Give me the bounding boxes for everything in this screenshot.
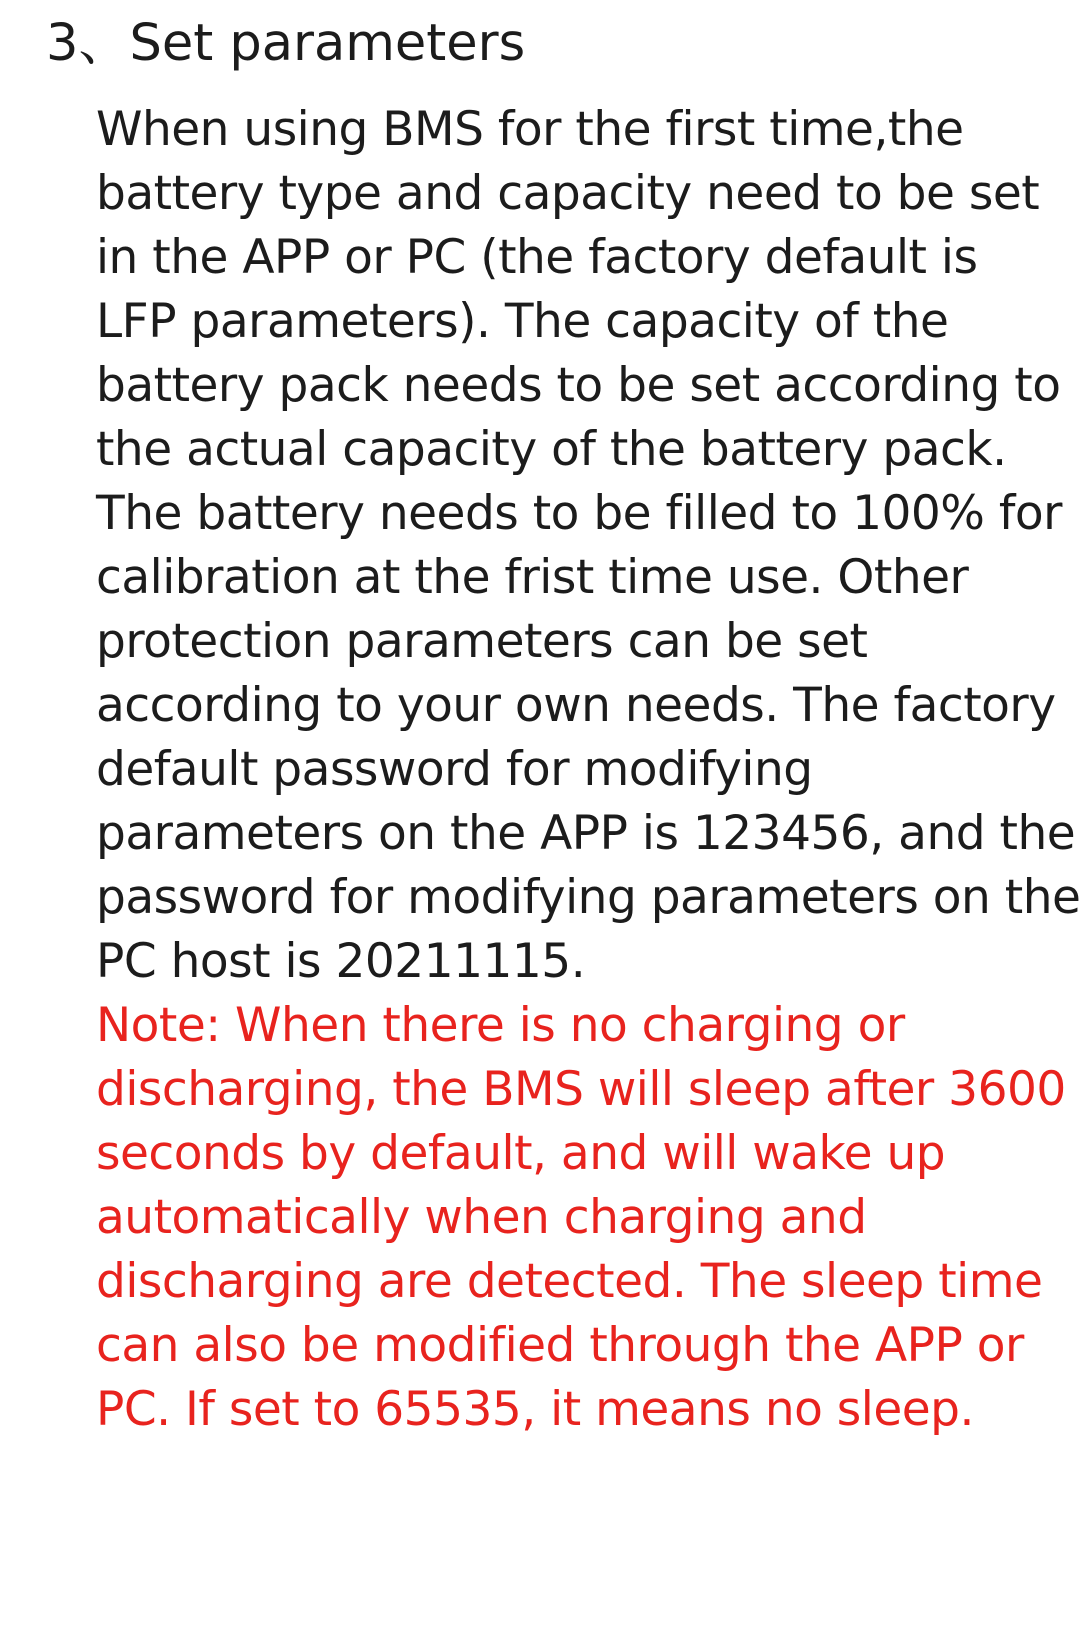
text-line: battery type and capacity need to be set xyxy=(96,166,1040,221)
note-line: can also be modified through the APP or xyxy=(96,1318,1024,1373)
text-line: battery pack needs to be set according to xyxy=(96,358,1061,413)
note-line: Note: When there is no charging or xyxy=(96,998,905,1053)
text-line: parameters on the APP is 123456, and the xyxy=(96,806,1076,861)
text-line: the actual capacity of the battery pack. xyxy=(96,422,1007,477)
section-heading: 3、Set parameters xyxy=(46,14,526,73)
text-line: When using BMS for the first time,the xyxy=(96,102,964,157)
text-line: The battery needs to be filled to 100% for xyxy=(96,486,1062,541)
text-line: LFP parameters). The capacity of the xyxy=(96,294,949,349)
note-line: PC. If set to 65535, it means no sleep. xyxy=(96,1382,974,1437)
text-line: protection parameters can be set xyxy=(96,614,868,669)
text-line: default password for modifying xyxy=(96,742,813,797)
note-line: discharging, the BMS will sleep after 3600 xyxy=(96,1062,1066,1117)
text-line: PC host is 20211115. xyxy=(96,934,586,989)
text-line: according to your own needs. The factory xyxy=(96,678,1056,733)
note-line: automatically when charging and xyxy=(96,1190,867,1245)
note-line: discharging are detected. The sleep time xyxy=(96,1254,1043,1309)
note-line: seconds by default, and will wake up xyxy=(96,1126,946,1181)
sleep-note-paragraph xyxy=(96,994,1066,1442)
text-line: in the APP or PC (the factory default is xyxy=(96,230,978,285)
text-line: password for modifying parameters on the xyxy=(96,870,1080,925)
text-line: calibration at the frist time use. Other xyxy=(96,550,969,605)
instructions-paragraph xyxy=(96,98,1080,994)
